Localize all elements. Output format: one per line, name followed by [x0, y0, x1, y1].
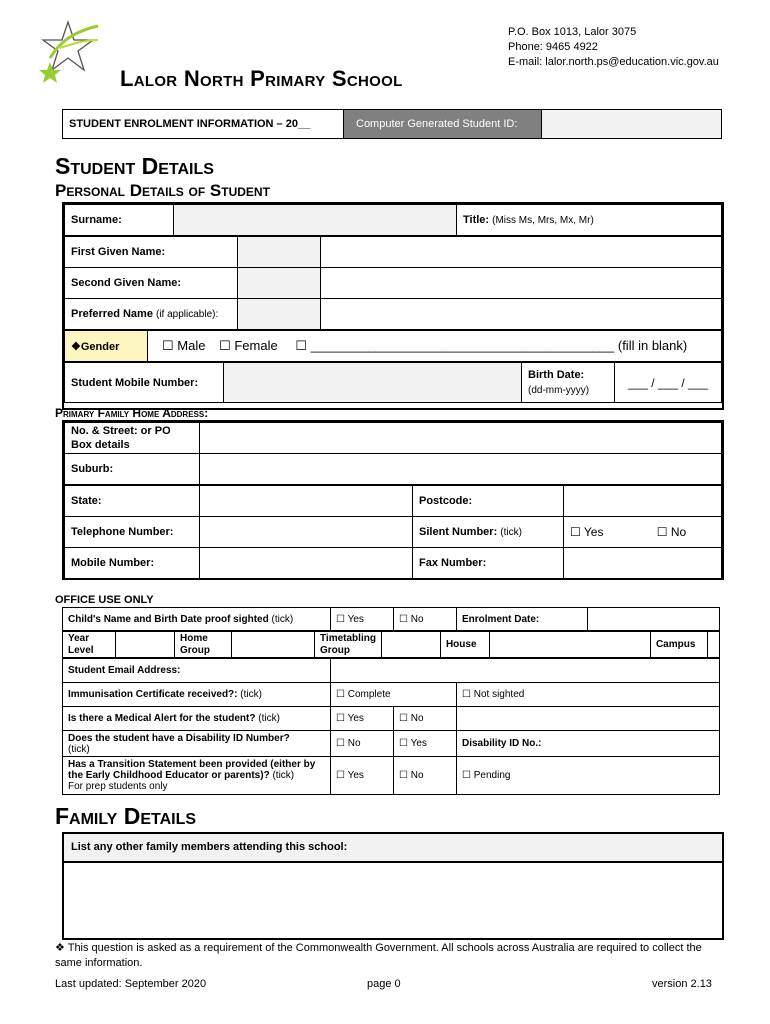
silent-number-label: Silent Number: [419, 526, 498, 538]
last-updated: Last updated: September 2020 [55, 978, 207, 990]
silent-no-checkbox[interactable]: ☐ No [656, 525, 687, 539]
details-table [62, 658, 720, 795]
proof-yes-checkbox[interactable]: ☐ Yes [331, 608, 394, 631]
prep-note: For prep students only [68, 781, 168, 792]
disability-yes-checkbox[interactable]: ☐ Yes [394, 731, 457, 757]
school-contact [508, 25, 719, 70]
medical-alert-yes-checkbox[interactable]: ☐ Yes [331, 707, 394, 731]
state-table [64, 485, 722, 579]
suburb-field[interactable] [200, 454, 722, 485]
student-details-heading: Student Details [55, 153, 214, 179]
transition-yes-checkbox[interactable]: ☐ Yes [331, 757, 394, 795]
name-table [64, 236, 722, 330]
street-field[interactable] [200, 423, 722, 454]
gender-other-checkbox[interactable]: ☐ __________________________________________ (fill in blank) [295, 338, 688, 353]
immunisation-label: Immunisation Certificate received?: [68, 689, 238, 700]
title-label: Title: [463, 214, 490, 226]
street-label-cell [65, 423, 200, 454]
disability-id-label[interactable]: Disability ID No.: [457, 731, 720, 757]
personal-details-form [62, 202, 724, 410]
second-name-label: Second Given Name: [65, 268, 238, 299]
campus-label: Campus [650, 632, 707, 658]
street-label-1: No. & Street: or PO [71, 425, 171, 437]
title-options: (Miss Ms, Mrs, Mx, Mr) [492, 215, 594, 226]
version: version 2.13 [652, 978, 712, 990]
silent-yes-checkbox[interactable]: ☐ Yes [570, 525, 604, 539]
fax-field[interactable] [564, 548, 722, 579]
preferred-name-input[interactable] [321, 299, 722, 330]
school-address: P.O. Box 1013, Lalor 3075 [508, 26, 637, 38]
birth-date-label-cell [522, 363, 615, 403]
state-field[interactable] [200, 486, 413, 517]
home-group-field[interactable] [232, 632, 315, 658]
office-use-form [62, 607, 720, 795]
family-form [62, 832, 724, 940]
disability-cell [63, 731, 331, 757]
state-label: State: [65, 486, 200, 517]
school-name: Lalor North Primary School [120, 66, 403, 91]
school-phone: Phone: 9465 4922 [508, 41, 598, 53]
gender-table [64, 330, 722, 362]
immunisation-cell [63, 683, 331, 707]
birth-date-format: (dd-mm-yyyy) [528, 385, 590, 396]
telephone-label: Telephone Number: [65, 517, 200, 548]
enrolment-banner [62, 109, 722, 139]
campus-field[interactable] [707, 632, 719, 658]
student-mobile-label: Student Mobile Number: [65, 363, 224, 403]
mobile-birth-table [64, 362, 722, 403]
timetabling-group-field[interactable] [381, 632, 440, 658]
first-name-field[interactable] [238, 237, 321, 268]
transition-pending-checkbox[interactable]: ☐ Pending [457, 757, 720, 795]
gender-male-checkbox[interactable]: ☐ Male [162, 338, 206, 353]
proof-no-checkbox[interactable]: ☐ No [394, 608, 457, 631]
silent-number-cell [413, 517, 564, 548]
student-id-label: Computer Generated Student ID: [344, 110, 541, 138]
home-address-form [62, 420, 724, 580]
other-members-field[interactable] [64, 863, 722, 938]
group-table [62, 631, 720, 658]
preferred-name-note: (if applicable): [156, 309, 219, 320]
year-level-label: Year Level [63, 632, 116, 658]
first-name-label: First Given Name: [65, 237, 238, 268]
house-label: House [440, 632, 489, 658]
surname-label: Surname: [65, 205, 174, 236]
gender-label-cell [65, 331, 148, 362]
suburb-label: Suburb: [65, 454, 200, 485]
postcode-field[interactable] [564, 486, 722, 517]
gender-options [148, 331, 722, 362]
student-email-field[interactable] [331, 659, 720, 683]
enrolment-date-label: Enrolment Date: [457, 608, 588, 631]
transition-cell [63, 757, 331, 795]
second-name-field[interactable] [238, 268, 321, 299]
student-email-label: Student Email Address: [63, 659, 331, 683]
silent-tick-note: (tick) [500, 527, 522, 538]
enrolment-date-field[interactable] [588, 608, 720, 631]
school-email: E-mail: lalor.north.ps@education.vic.gov.au [508, 56, 719, 68]
telephone-field[interactable] [200, 517, 413, 548]
medical-alert-tick-note: (tick) [258, 713, 280, 724]
family-details-heading: Family Details [55, 803, 197, 829]
office-use-heading: OFFICE USE ONLY [55, 594, 154, 606]
medical-alert-cell [63, 707, 331, 731]
banner-title: STUDENT ENROLMENT INFORMATION – 20__ [63, 110, 344, 138]
year-level-field[interactable] [116, 632, 175, 658]
title-cell[interactable] [457, 205, 722, 236]
birth-date-field[interactable]: ___ / ___ / ___ [615, 363, 722, 403]
preferred-name-field[interactable] [238, 299, 321, 330]
transition-no-checkbox[interactable]: ☐ No [394, 757, 457, 795]
postcode-label: Postcode: [413, 486, 564, 517]
page-number: page 0 [367, 978, 401, 990]
fax-label: Fax Number: [413, 548, 564, 579]
disability-tick-note: (tick) [68, 743, 90, 755]
medical-alert-label: Is there a Medical Alert for the student? [68, 713, 256, 724]
gender-label: Gender [80, 340, 120, 353]
disability-question: Does the student have a Disability ID Number? [68, 732, 290, 744]
medical-alert-no-checkbox[interactable]: ☐ No [394, 707, 457, 731]
proof-label: Child's Name and Birth Date proof sighted [68, 613, 269, 625]
transition-tick-note: (tick) [272, 770, 295, 781]
gender-marker-icon: ❖ [71, 340, 81, 353]
second-name-input[interactable] [321, 268, 722, 299]
student-id-field[interactable] [541, 110, 721, 138]
surname-field[interactable] [174, 205, 457, 236]
transition-question: Has a Transition Statement been provided (either by the Early Childhood Educator or parents)? [68, 759, 316, 781]
preferred-name-cell [65, 299, 238, 330]
silent-options [564, 517, 722, 548]
home-group-label: Home Group [175, 632, 232, 658]
disability-no-checkbox[interactable]: ☐ No [331, 731, 394, 757]
personal-table [64, 204, 722, 236]
mobile-label: Mobile Number: [65, 548, 200, 579]
proof-table [62, 607, 720, 631]
immunisation-tick-note: (tick) [240, 689, 262, 700]
first-name-input[interactable] [321, 237, 722, 268]
proof-label-cell [63, 608, 331, 631]
student-mobile-field[interactable] [224, 363, 522, 403]
street-label-2: Box details [71, 439, 130, 451]
birth-date-label: Birth Date: [528, 369, 585, 381]
school-logo [38, 18, 102, 84]
gender-female-checkbox[interactable]: ☐ Female [219, 338, 278, 353]
mobile-field[interactable] [200, 548, 413, 579]
immunisation-not-sighted-checkbox[interactable]: ☐ Not sighted [457, 683, 720, 707]
preferred-name-label: Preferred Name [71, 308, 153, 320]
proof-tick-note: (tick) [271, 613, 294, 625]
immunisation-complete-checkbox[interactable]: ☐ Complete [331, 683, 457, 707]
personal-details-heading: Personal Details of Student [55, 181, 270, 200]
footnote: ❖ This question is asked as a requirement of the Commonwealth Government. All schools across Australia are required to collect the same information. [55, 942, 702, 969]
home-address-heading: Primary Family Home Address: [55, 406, 209, 420]
timetabling-group-label: Timetabling Group [315, 632, 382, 658]
medical-alert-blank [457, 707, 720, 731]
other-members-label: List any other family members attending this school: [64, 834, 722, 863]
street-table [64, 422, 722, 485]
house-field[interactable] [489, 632, 650, 658]
